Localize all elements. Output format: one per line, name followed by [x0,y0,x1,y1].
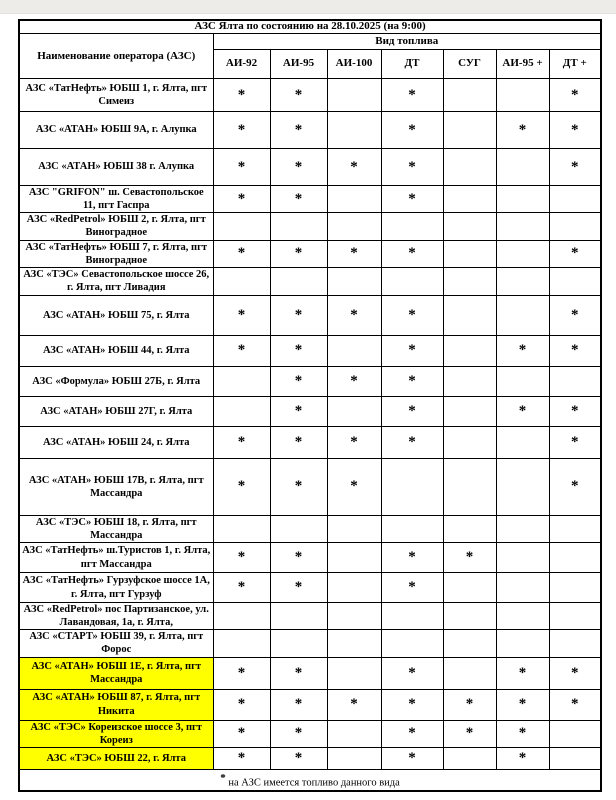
fuel-availability-cell: * [270,396,327,426]
fuel-availability-cell: * [270,543,327,573]
fuel-availability-cell [443,112,496,149]
fuel-group-header: Вид топлива [213,34,601,50]
fuel-availability-cell [327,213,381,240]
fuel-availability-cell [496,295,549,335]
table-row [19,515,601,542]
fuel-availability-cell [327,630,381,657]
operator-name-cell: АЗС «ТЭС» Севастопольское шоссе 26, г. Ялта, пгт Ливадия [19,267,213,295]
operator-name-cell: АЗС «RedPetrol» ЮБШ 2, г. Ялта, пгт Виноградное [19,213,213,240]
fuel-availability-cell [327,515,381,542]
fuel-availability-cell: * [270,720,327,747]
fuel-availability-cell: * [270,186,327,213]
fuel-availability-cell: * [270,149,327,186]
operator-name-cell: АЗС «АТАН» ЮБШ 44, г. Ялта [19,335,213,366]
fuel-availability-cell [496,458,549,515]
table-title-row [19,20,601,34]
fuel-availability-cell: * [270,295,327,335]
fuel-column-header: АИ-95 [270,50,327,79]
fuel-availability-cell: * [549,240,601,267]
table-row [19,335,601,366]
fuel-availability-cell: * [443,689,496,720]
fuel-availability-cell [496,186,549,213]
operator-name-cell: АЗС «АТАН» ЮБШ 27Г, г. Ялта [19,396,213,426]
fuel-availability-cell [327,747,381,769]
operator-name-cell: АЗС «ТатНефть» ЮБШ 7, г. Ялта, пгт Виноградное [19,240,213,267]
fuel-availability-cell: * [213,295,270,335]
fuel-availability-cell [443,426,496,458]
fuel-availability-cell [549,747,601,769]
operator-name-cell: АЗС «АТАН» ЮБШ 9А, г. Алупка [19,112,213,149]
fuel-availability-cell: * [549,396,601,426]
table-row [19,630,601,657]
fuel-availability-cell: * [327,689,381,720]
footnote [19,769,601,791]
fuel-availability-cell [213,515,270,542]
operator-name-cell: АЗС «АТАН» ЮБШ 24, г. Ялта [19,426,213,458]
fuel-availability-cell [549,213,601,240]
fuel-availability-cell: * [327,366,381,396]
fuel-availability-cell: * [496,720,549,747]
fuel-availability-cell: * [381,240,443,267]
table-row [19,396,601,426]
fuel-availability-cell [443,573,496,603]
fuel-availability-cell [549,720,601,747]
fuel-availability-cell [327,720,381,747]
fuel-availability-cell [549,186,601,213]
fuel-availability-cell: * [549,689,601,720]
fuel-availability-cell [549,603,601,630]
fuel-availability-cell [213,213,270,240]
fuel-availability-cell: * [443,543,496,573]
operator-name-cell: АЗС «ТЭС» ЮБШ 22, г. Ялта [19,747,213,769]
fuel-availability-cell: * [270,426,327,458]
fuel-availability-cell: * [549,79,601,112]
fuel-availability-cell: * [213,79,270,112]
table-row [19,689,601,720]
fuel-availability-cell [443,79,496,112]
fuel-availability-cell [327,396,381,426]
table-row [19,295,601,335]
fuel-availability-cell: * [381,396,443,426]
fuel-availability-cell: * [327,295,381,335]
fuel-availability-cell [270,630,327,657]
operator-name-cell: АЗС «АТАН» ЮБШ 38 г. Алупка [19,149,213,186]
fuel-availability-cell: * [381,186,443,213]
fuel-availability-cell: * [496,657,549,689]
fuel-availability-cell: * [549,149,601,186]
fuel-availability-cell [496,515,549,542]
fuel-column-header: ДТ [381,50,443,79]
fuel-availability-cell [213,630,270,657]
fuel-availability-cell [443,240,496,267]
fuel-availability-cell: * [213,335,270,366]
fuel-availability-cell [270,603,327,630]
fuel-availability-cell [549,267,601,295]
fuel-availability-cell: * [549,426,601,458]
fuel-availability-cell [443,335,496,366]
table-row [19,112,601,149]
fuel-availability-cell: * [327,240,381,267]
table-row [19,149,601,186]
fuel-availability-cell [213,603,270,630]
fuel-availability-cell [327,657,381,689]
fuel-availability-cell: * [381,543,443,573]
fuel-column-header: АИ-100 [327,50,381,79]
fuel-availability-cell [443,396,496,426]
fuel-availability-cell [443,149,496,186]
fuel-availability-cell: * [496,335,549,366]
table-row [19,573,601,603]
fuel-availability-cell [381,515,443,542]
fuel-availability-cell [327,335,381,366]
fuel-column-header: СУГ [443,50,496,79]
operator-column-header: Наименование оператора (АЗС) [19,34,213,79]
fuel-availability-cell [381,213,443,240]
operator-name-cell: АЗС «RedPetrol» пос Партизанское, ул. Лавандовая, 1а, г. Ялта, [19,603,213,630]
fuel-availability-cell: * [213,426,270,458]
fuel-availability-cell [496,149,549,186]
fuel-availability-cell: * [270,366,327,396]
fuel-availability-cell: * [549,112,601,149]
fuel-availability-cell: * [327,458,381,515]
fuel-availability-cell [443,213,496,240]
fuel-availability-cell [443,267,496,295]
fuel-availability-cell [496,573,549,603]
fuel-availability-cell [496,267,549,295]
fuel-availability-cell: * [381,657,443,689]
fuel-availability-cell [213,366,270,396]
fuel-availability-cell: * [381,426,443,458]
fuel-availability-cell [549,543,601,573]
fuel-availability-cell: * [381,366,443,396]
operator-name-cell: АЗС "GRIFON" ш. Севастопольское 11, пгт Гаспра [19,186,213,213]
footnote-asterisk: * [220,771,226,784]
table-row [19,657,601,689]
fuel-column-header: АИ-95 + [496,50,549,79]
fuel-availability-cell [443,186,496,213]
operator-name-cell: АЗС «ТЭС» Кореизское шоссе 3, пгт Кореиз [19,720,213,747]
fuel-availability-cell: * [270,573,327,603]
fuel-column-header: ДТ + [549,50,601,79]
fuel-column-header: АИ-92 [213,50,270,79]
table-row [19,267,601,295]
fuel-availability-cell [496,543,549,573]
fuel-availability-cell: * [213,720,270,747]
fuel-availability-cell: * [496,689,549,720]
fuel-availability-cell: * [213,186,270,213]
header-group-row [19,34,601,50]
fuel-availability-cell [496,630,549,657]
fuel-availability-cell [443,458,496,515]
fuel-availability-cell: * [496,396,549,426]
fuel-availability-cell [496,240,549,267]
fuel-availability-cell [549,366,601,396]
fuel-availability-cell [549,515,601,542]
operator-name-cell: АЗС «ТатНефть» ш.Туристов 1, г. Ялта, пгт Массандра [19,543,213,573]
fuel-availability-cell: * [381,79,443,112]
fuel-availability-cell [443,515,496,542]
footnote-row [19,769,601,791]
fuel-availability-cell [549,630,601,657]
fuel-availability-cell: * [270,335,327,366]
table-title: АЗС Ялта по состоянию на 28.10.2025 (на 9:00) [19,20,601,34]
fuel-availability-cell: * [270,458,327,515]
fuel-availability-cell: * [270,112,327,149]
fuel-availability-cell: * [213,458,270,515]
fuel-availability-cell: * [549,458,601,515]
operator-name-cell: АЗС «ТатНефть» ЮБШ 1, г. Ялта, пгт Симеиз [19,79,213,112]
fuel-availability-cell [496,366,549,396]
operator-name-cell: АЗС «ТЭС» ЮБШ 18, г. Ялта, пгт Массандра [19,515,213,542]
fuel-availability-cell: * [549,295,601,335]
table-row [19,720,601,747]
fuel-availability-cell: * [213,747,270,769]
operator-name-cell: АЗС «АТАН» ЮБШ 1Е, г. Ялта, пгт Массандра [19,657,213,689]
fuel-availability-cell [496,213,549,240]
fuel-availability-cell: * [213,689,270,720]
fuel-availability-cell [213,396,270,426]
operator-name-cell: АЗС «СТАРТ» ЮБШ 39, г. Ялта, пгт Форос [19,630,213,657]
fuel-availability-cell: * [381,335,443,366]
fuel-availability-cell [327,186,381,213]
fuel-availability-cell: * [381,689,443,720]
fuel-availability-cell [213,267,270,295]
fuel-availability-cell: * [327,149,381,186]
fuel-availability-cell: * [549,657,601,689]
fuel-availability-cell: * [270,747,327,769]
fuel-availability-cell [496,79,549,112]
operator-name-cell: АЗС «Формула» ЮБШ 27Б, г. Ялта [19,366,213,396]
fuel-availability-cell: * [213,657,270,689]
fuel-availability-cell [381,267,443,295]
fuel-availability-cell [327,543,381,573]
fuel-availability-cell [270,515,327,542]
fuel-availability-cell: * [549,335,601,366]
table-row [19,240,601,267]
fuel-availability-cell [496,603,549,630]
fuel-availability-cell [270,213,327,240]
fuel-availability-cell: * [213,112,270,149]
fuel-availability-cell [381,630,443,657]
fuel-availability-cell [270,267,327,295]
fuel-availability-cell: * [381,149,443,186]
fuel-availability-table [18,19,602,792]
fuel-availability-cell: * [213,240,270,267]
fuel-availability-cell: * [213,149,270,186]
fuel-availability-cell [381,603,443,630]
operator-name-cell: АЗС «АТАН» ЮБШ 75, г. Ялта [19,295,213,335]
fuel-availability-cell: * [381,573,443,603]
operator-name-cell: АЗС «ТатНефть» Гурзуфское шоссе 1А, г. Ялта, пгт Гурзуф [19,573,213,603]
table-row [19,543,601,573]
fuel-availability-cell: * [496,112,549,149]
fuel-availability-cell [327,267,381,295]
fuel-availability-cell: * [496,747,549,769]
fuel-availability-cell: * [381,112,443,149]
table-row [19,79,601,112]
fuel-availability-cell: * [270,657,327,689]
fuel-availability-cell: * [381,720,443,747]
operator-name-cell: АЗС «АТАН» ЮБШ 87, г. Ялта, пгт Никита [19,689,213,720]
fuel-availability-cell [443,747,496,769]
fuel-availability-cell [549,573,601,603]
table-row [19,186,601,213]
fuel-availability-cell: * [381,747,443,769]
fuel-availability-cell [443,366,496,396]
fuel-availability-cell [443,295,496,335]
table-row [19,366,601,396]
table-row [19,426,601,458]
fuel-availability-cell: * [327,426,381,458]
fuel-availability-cell [496,426,549,458]
fuel-availability-cell [443,657,496,689]
fuel-availability-cell [327,573,381,603]
fuel-availability-cell [443,630,496,657]
fuel-availability-cell [381,458,443,515]
fuel-availability-cell: * [443,720,496,747]
fuel-availability-cell [327,603,381,630]
table-row [19,747,601,769]
fuel-availability-cell: * [213,543,270,573]
window-top-band [0,0,616,14]
fuel-availability-cell: * [213,573,270,603]
fuel-availability-cell: * [270,240,327,267]
fuel-availability-cell [327,79,381,112]
table-row [19,458,601,515]
table-row [19,603,601,630]
fuel-availability-cell [443,603,496,630]
fuel-availability-cell: * [270,79,327,112]
fuel-availability-cell: * [381,295,443,335]
operator-name-cell: АЗС «АТАН» ЮБШ 17В, г. Ялта, пгт Массандра [19,458,213,515]
table-row [19,213,601,240]
footnote-text: на АЗС имеется топливо данного вида [228,777,400,788]
fuel-availability-cell: * [270,689,327,720]
fuel-availability-cell [327,112,381,149]
